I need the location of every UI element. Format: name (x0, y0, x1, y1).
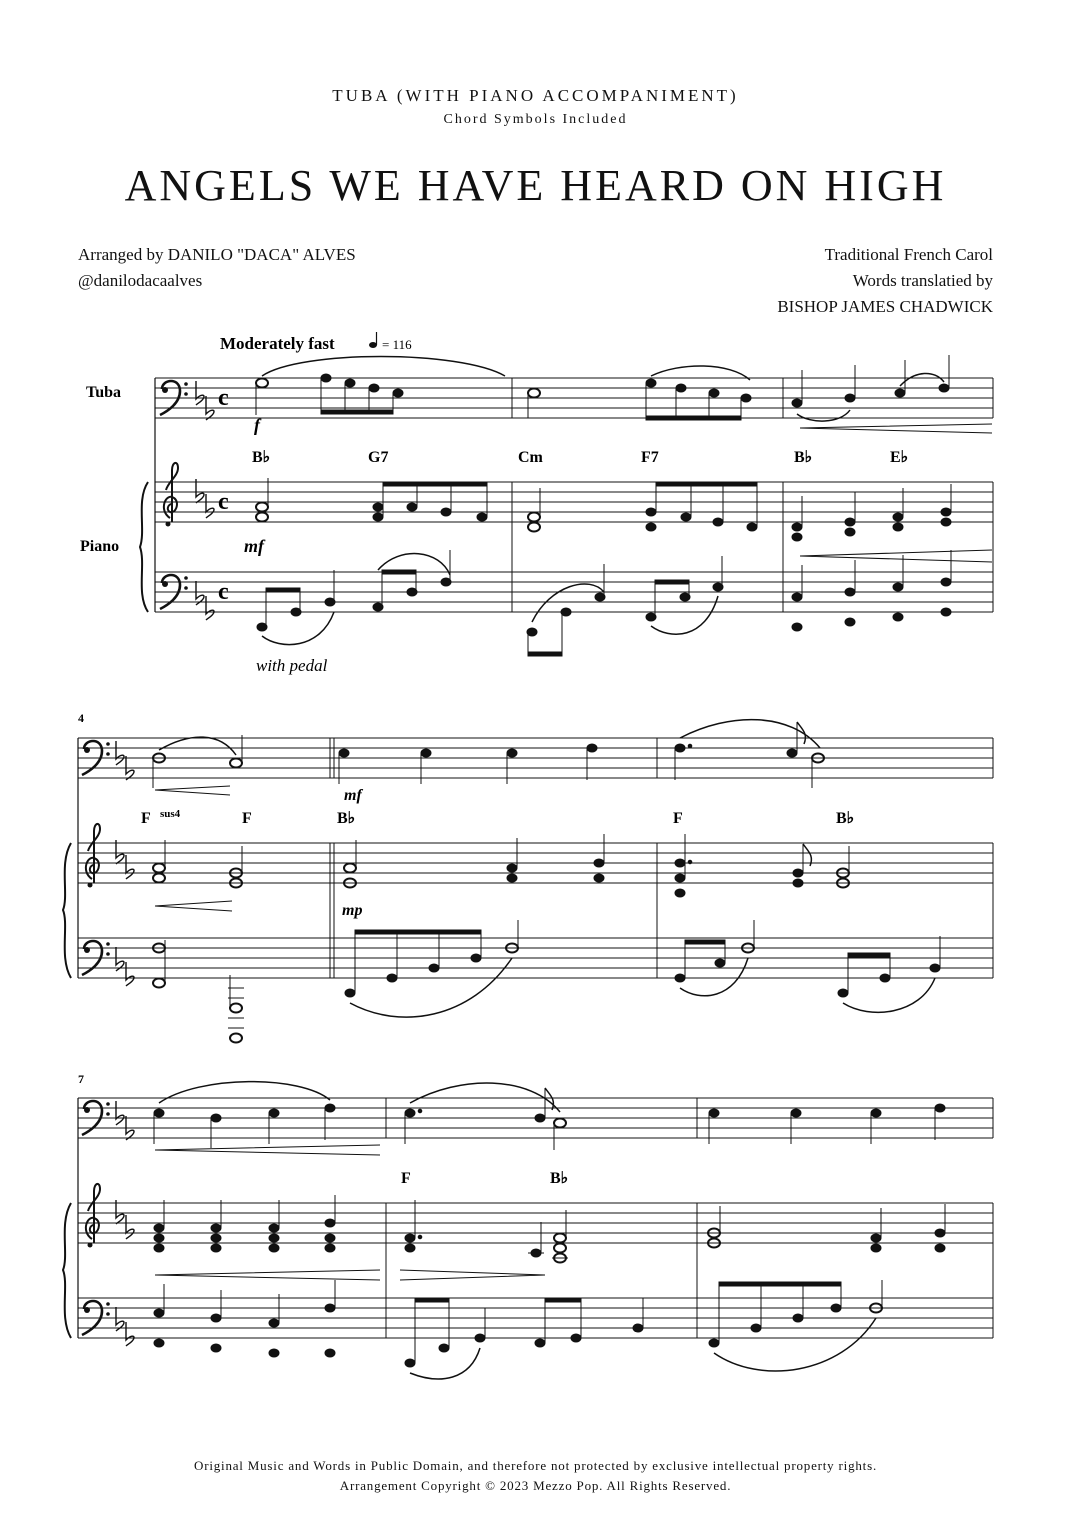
dynamic-mp: mp (342, 902, 363, 919)
tuba-staff (155, 378, 993, 418)
piano-treble-staff (155, 482, 993, 522)
dynamic-mf: mf (344, 787, 362, 804)
measure-number: 4 (78, 711, 84, 725)
piano-brace (140, 482, 148, 612)
chord: F (673, 810, 683, 827)
arranger-name: Arranged by DANILO "DACA" ALVES (78, 245, 356, 264)
piano-treble-notes-3 (154, 1195, 945, 1263)
svg-text:c: c (218, 385, 229, 411)
piano-brace (63, 1203, 71, 1338)
piano-bass-notes-1 (257, 550, 951, 656)
chord: B♭ (337, 810, 356, 827)
tuba-notes-3 (154, 1088, 945, 1150)
tempo-text: Moderately fast (220, 334, 335, 353)
system-2 (63, 711, 993, 1043)
origin: Traditional French Carol (824, 245, 993, 264)
piano-treble-staff (78, 843, 993, 883)
piano-bass-notes-3 (154, 1280, 882, 1367)
copyright-footer (0, 1456, 1071, 1496)
arranger-handle: @danilodacaalves (78, 271, 203, 290)
chord: F (141, 810, 151, 827)
chord: B♭ (252, 449, 271, 466)
dynamic-f: f (254, 415, 260, 435)
chord: G7 (368, 449, 389, 466)
svg-text:c: c (218, 489, 229, 515)
instrument-line: TUBA (WITH PIANO ACCOMPANIMENT) (332, 86, 739, 105)
chord: E♭ (890, 449, 909, 466)
tuba-staff (78, 738, 993, 778)
translation-line: Words translatied by (852, 271, 993, 290)
public-domain-note: Original Music and Words in Public Domain, and therefore not protected by exclusive intellectual property rights. (194, 1458, 877, 1473)
tuba-label: Tuba (86, 384, 121, 401)
chord: F7 (641, 449, 659, 466)
piano-treble-notes-1 (256, 478, 951, 541)
piano-bass-staff (78, 938, 993, 978)
piano-brace (63, 843, 71, 978)
dynamic-mf: mf (244, 536, 264, 556)
copyright-line: Arrangement Copyright © 2023 Mezzo Pop. All Rights Reserved. (339, 1478, 732, 1493)
chord-extension: sus4 (160, 808, 181, 820)
chord: B♭ (836, 810, 855, 827)
chord: B♭ (550, 1170, 569, 1187)
piano-label: Piano (80, 538, 120, 555)
chord: F (401, 1170, 411, 1187)
chord: Cm (518, 449, 543, 466)
tempo-value: = 116 (382, 337, 412, 352)
piece-title: ANGELS WE HAVE HEARD ON HIGH (124, 161, 947, 210)
svg-text:c: c (218, 579, 229, 605)
chord-symbols-note: Chord Symbols Included (443, 112, 628, 127)
chord: F (242, 810, 252, 827)
translator: BISHOP JAMES CHADWICK (777, 297, 993, 316)
system-3 (63, 1072, 993, 1379)
measure-number: 7 (78, 1072, 84, 1086)
tempo-note-icon (369, 342, 377, 348)
system-1 (80, 332, 993, 675)
chord: B♭ (794, 449, 813, 466)
pedal-expression: with pedal (256, 656, 328, 675)
